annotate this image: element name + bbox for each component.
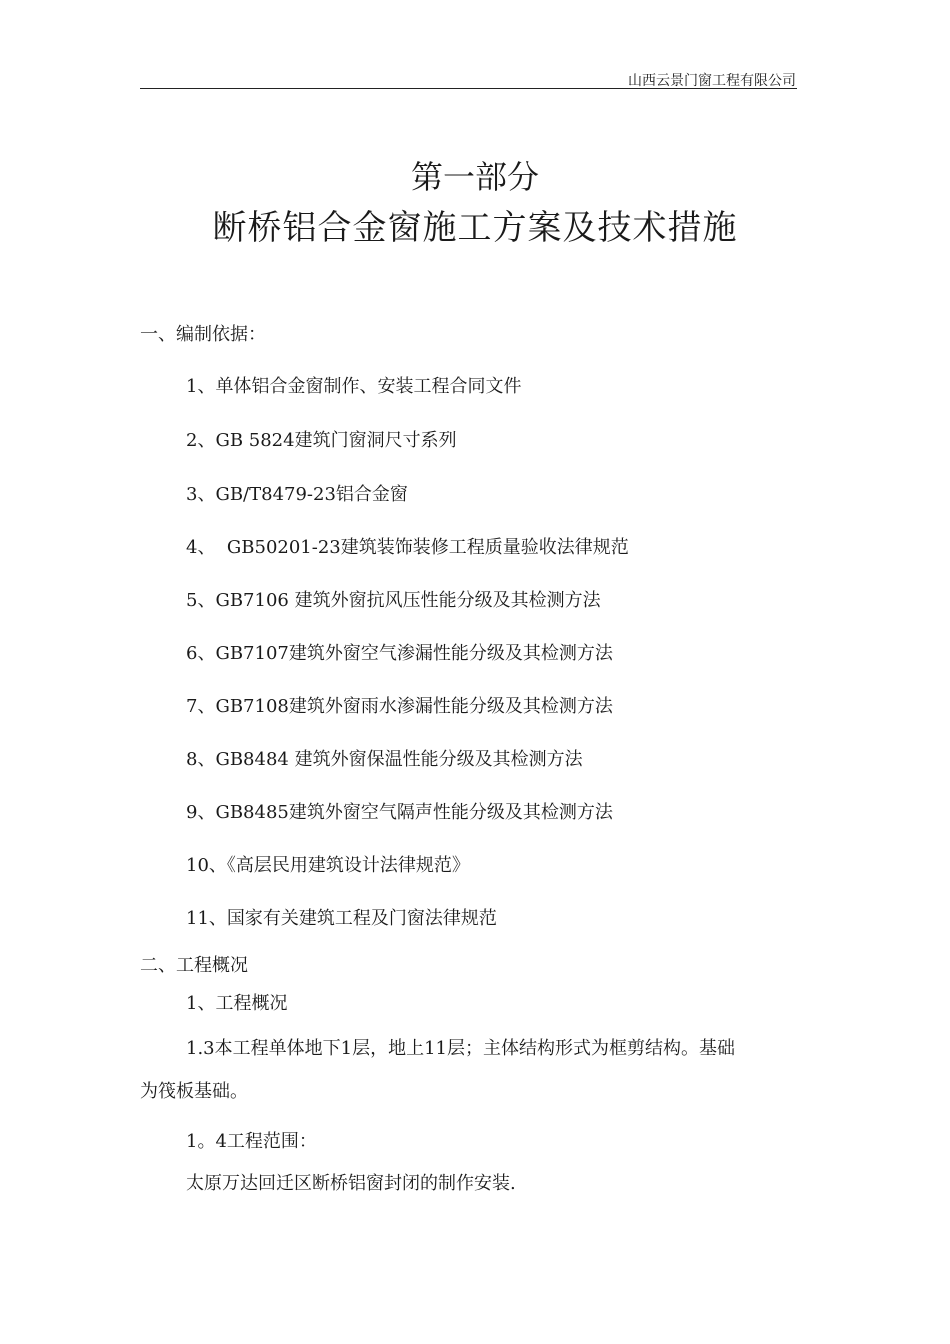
scope-paragraph: 太原万达回迁区断桥铝窗封闭的制作安装. [186, 1173, 516, 1194]
basis-item: 11、国家有关建筑工程及门窗法律规范 [186, 908, 497, 929]
overview-paragraph-line: 为筏板基础。 [140, 1081, 248, 1102]
header-divider [140, 88, 797, 89]
basis-item: 6、GB7107建筑外窗空气渗漏性能分级及其检测方法 [186, 643, 613, 664]
basis-item: 9、GB8485建筑外窗空气隔声性能分级及其检测方法 [186, 802, 613, 823]
basis-item: 1、单体铝合金窗制作、安装工程合同文件 [186, 376, 522, 397]
header-company-name: 山西云景门窗工程有限公司 [628, 73, 796, 89]
section-heading-overview: 二、工程概况 [140, 955, 248, 976]
scope-subheading: 1。4工程范围： [186, 1131, 317, 1152]
part-title: 第一部分 [410, 158, 539, 196]
document-title: 断桥铝合金窗施工方案及技术措施 [212, 208, 738, 248]
basis-item: 4、 GB50201-23建筑装饰装修工程质量验收法律规范 [186, 537, 629, 558]
basis-item: 8、GB8484 建筑外窗保温性能分级及其检测方法 [186, 749, 583, 770]
section-heading-basis: 一、编制依据： [140, 324, 266, 345]
overview-subheading: 1、工程概况 [186, 993, 288, 1014]
overview-paragraph-line: 1.3本工程单体地下1层，地上11层；主体结构形式为框剪结构。基础 [186, 1038, 735, 1059]
basis-item: 2、GB 5824建筑门窗洞尺寸系列 [186, 430, 457, 451]
basis-item: 7、GB7108建筑外窗雨水渗漏性能分级及其检测方法 [186, 696, 613, 717]
basis-item: 10、《高层民用建筑设计法律规范》 [186, 855, 470, 876]
basis-item: 5、GB7106 建筑外窗抗风压性能分级及其检测方法 [186, 590, 601, 611]
basis-item: 3、GB/T8479-23铝合金窗 [186, 484, 408, 505]
